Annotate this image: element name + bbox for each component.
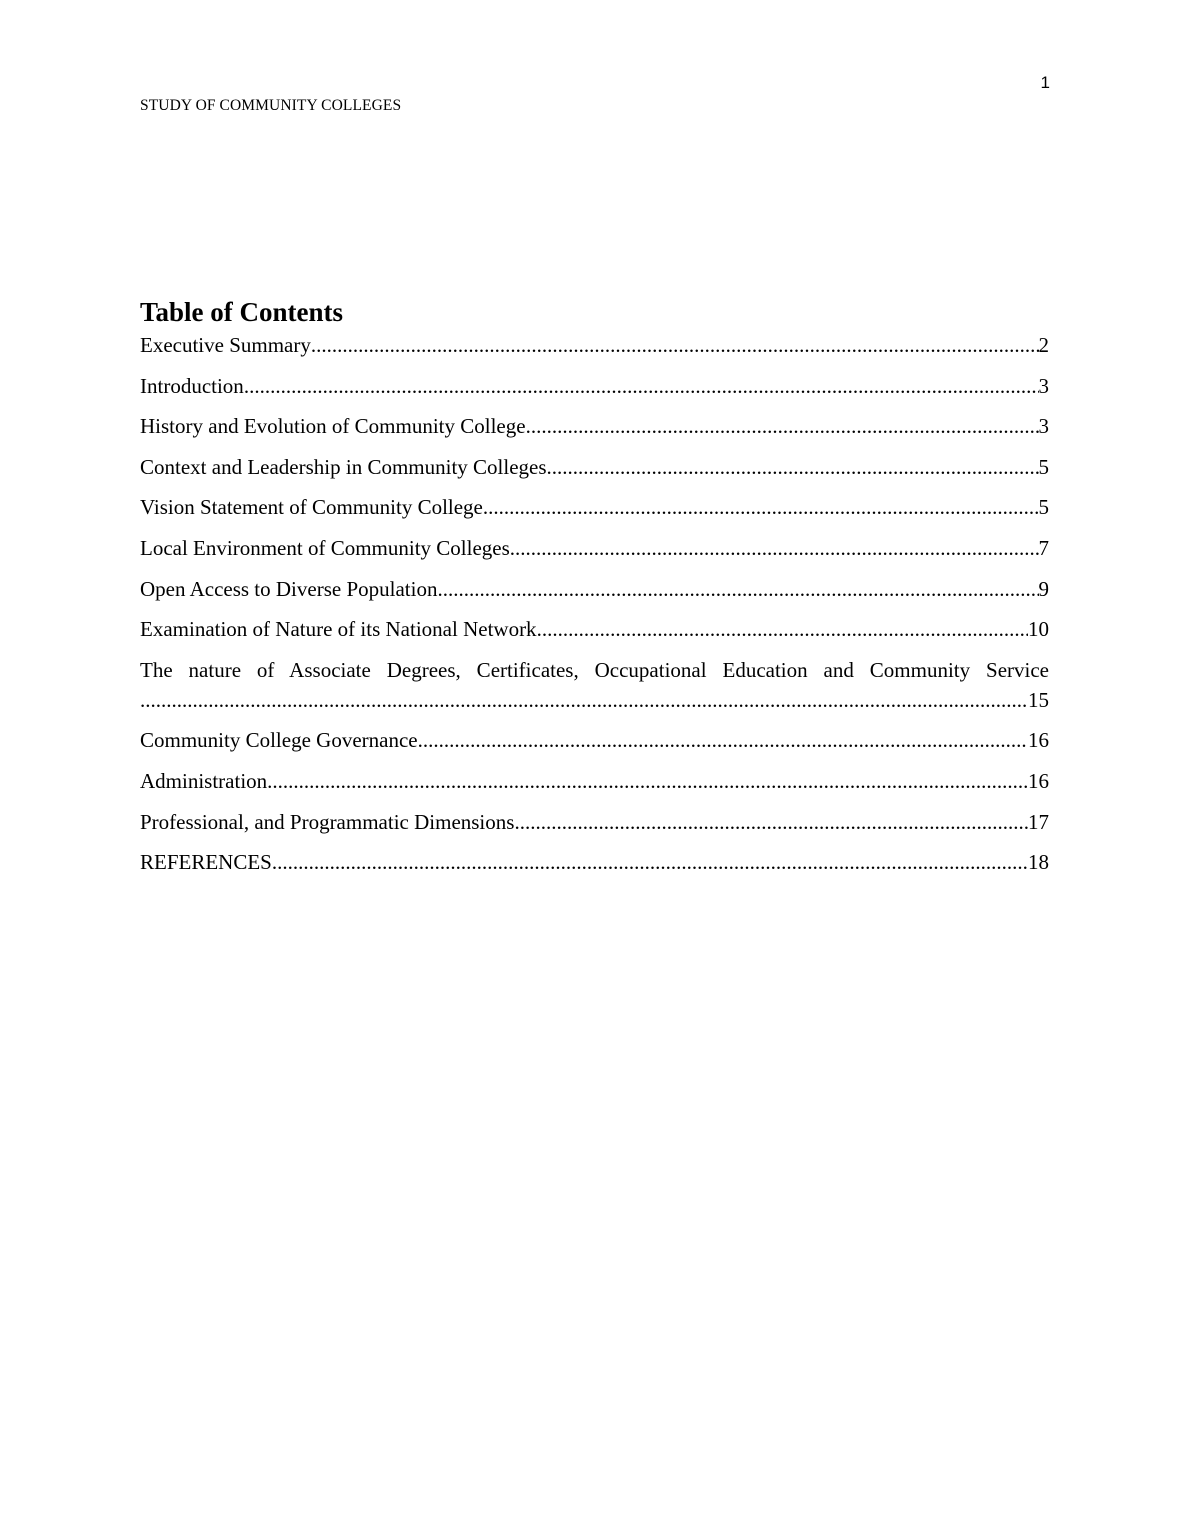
toc-entry-label: Context and Leadership in Community Colleges — [140, 454, 547, 479]
toc-entry-label: Examination of Nature of its National Network — [140, 617, 537, 642]
toc-entry-label: Executive Summary — [140, 333, 311, 357]
toc-entry-label: Professional, and Programmatic Dimensions — [140, 809, 515, 834]
dot-leader — [437, 574, 1038, 604]
toc-entry-open-access[interactable] — [140, 574, 1049, 604]
toc-list — [140, 330, 1049, 877]
dot-leader — [526, 411, 1039, 441]
dot-leader — [510, 533, 1039, 563]
dot-leader — [311, 330, 1039, 360]
page-number: 1 — [1040, 73, 1050, 92]
toc-entry-page: 2 — [1038, 333, 1049, 357]
table-of-contents — [140, 296, 1049, 888]
toc-entry-vision-statement[interactable] — [140, 492, 1049, 522]
toc-entry-page: 9 — [1038, 576, 1049, 601]
dot-leader — [483, 492, 1039, 522]
toc-entry-administration[interactable] — [140, 766, 1049, 796]
toc-entry-label: Introduction — [140, 373, 244, 398]
running-head: STUDY OF COMMUNITY COLLEGES — [140, 97, 402, 114]
toc-entry-associate-degrees[interactable] — [140, 655, 1049, 715]
toc-entry-label: Community College Governance — [140, 728, 418, 753]
dot-leader — [547, 452, 1039, 482]
toc-entry-page: 10 — [1028, 617, 1049, 642]
toc-entry-context-and-leadership[interactable] — [140, 452, 1049, 482]
dot-leader — [418, 725, 1028, 755]
toc-title: Table of Contents — [140, 297, 344, 327]
toc-entry-page: 5 — [1038, 454, 1049, 479]
toc-entry-page: 16 — [1028, 768, 1049, 793]
toc-entry-references[interactable] — [140, 847, 1049, 877]
toc-entry-label: The nature of Associate Degrees, Certificates, Occupational Education and Community Service — [140, 657, 1049, 682]
dot-leader — [272, 847, 1028, 877]
toc-entry-page: 7 — [1038, 535, 1049, 560]
toc-entry-label: Local Environment of Community Colleges — [140, 535, 510, 560]
dot-leader — [244, 371, 1039, 401]
dot-leader — [267, 766, 1028, 796]
toc-entry-local-environment[interactable] — [140, 533, 1049, 563]
toc-entry-page: 16 — [1028, 728, 1049, 753]
toc-entry-national-network[interactable] — [140, 614, 1049, 644]
toc-entry-page: 5 — [1038, 495, 1049, 520]
dot-leader — [537, 614, 1028, 644]
toc-entry-label: History and Evolution of Community College — [140, 414, 526, 439]
toc-entry-label: Open Access to Diverse Population — [140, 576, 438, 601]
toc-entry-label: Vision Statement of Community College — [140, 495, 483, 520]
toc-entry-executive-summary[interactable] — [140, 330, 1049, 360]
toc-entry-page: 17 — [1028, 809, 1049, 834]
toc-entry-history-and-evolution[interactable] — [140, 411, 1049, 441]
toc-entry-introduction[interactable] — [140, 371, 1049, 401]
toc-entry-page: 3 — [1038, 414, 1049, 439]
toc-entry-page: 3 — [1038, 373, 1049, 398]
toc-entry-page: 15 — [1028, 687, 1049, 712]
dot-leader — [514, 807, 1028, 837]
toc-entry-governance[interactable] — [140, 725, 1049, 755]
toc-entry-label: REFERENCES — [140, 850, 272, 875]
dot-leader — [140, 685, 1028, 715]
toc-entry-leader-line — [140, 685, 1049, 715]
toc-entry-page: 18 — [1028, 850, 1049, 875]
toc-entry-label: Administration — [140, 768, 268, 793]
toc-entry-professional-dimensions[interactable] — [140, 807, 1049, 837]
